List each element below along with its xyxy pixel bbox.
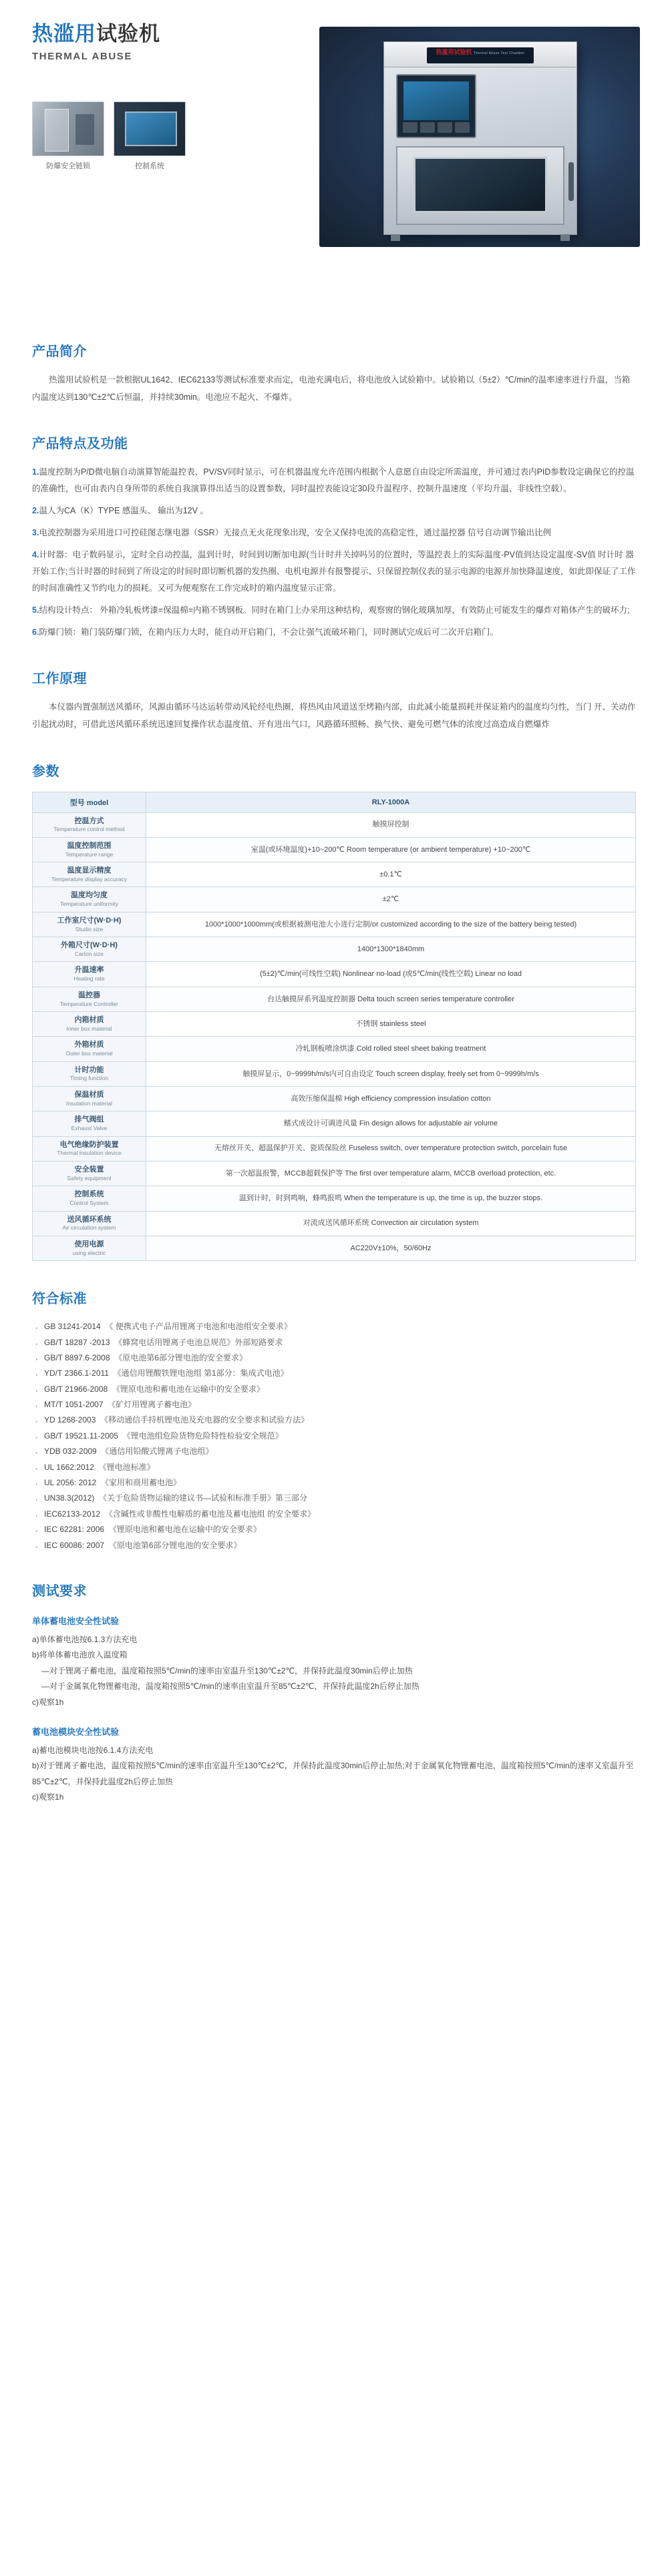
- table-row: [33, 1236, 636, 1260]
- table-cell-key-cn: 工作室尺寸(W·D·H): [57, 916, 122, 925]
- table-cell-key-cn: 计时功能: [74, 1065, 104, 1074]
- standard-desc: 《锂原电池和蓄电池在运输中的安全要求》: [112, 1384, 265, 1394]
- table-cell-key-en: Temperature Controller: [60, 1000, 118, 1007]
- table-cell-value: 冷轧钢板喷涂烘漆 Cold rolled steel sheet baking treatment: [146, 1037, 636, 1061]
- standard-code: GB/T 19521.11-2005: [44, 1431, 118, 1441]
- feature-item: [32, 602, 636, 619]
- standard-code: YD/T 2366.1-2011: [44, 1368, 109, 1378]
- table-cell-value: 触摸屏控制: [146, 812, 636, 837]
- table-cell-key-en: Carton size: [75, 950, 104, 957]
- standard-desc: 《关于危险货物运输的建议书—试验和标准手册》第三部分: [99, 1493, 308, 1503]
- table-cell-key-cn: 温度均匀度: [71, 891, 108, 900]
- table-cell-key-cn: 使用电源: [74, 1240, 104, 1248]
- standard-code: GB/T 8897.6-2008: [44, 1352, 110, 1362]
- table-cell-key: [33, 1012, 146, 1037]
- standard-desc: 《锂原电池和蓄电池在运输中的安全要求》: [108, 1525, 261, 1535]
- feature-text: 电流控制器为采用进口可控硅图志继电器（SSR）无接点无火花现象出现，安全又保持电流的高稳定性，通过温控器 信号自动调节输出比例: [39, 528, 552, 538]
- feature-number: 6.: [32, 627, 39, 637]
- table-row: [33, 937, 636, 962]
- table-cell-key: [33, 1061, 146, 1086]
- table-cell-value: ±2℃: [146, 887, 636, 912]
- standard-item: [32, 1335, 636, 1350]
- section-heading-features: 产品特点及功能: [32, 437, 128, 452]
- bottom-spacer: [32, 1806, 636, 1826]
- table-cell-key-en: Temperature uniformity: [60, 900, 118, 908]
- principle-paragraph: 本仪器内置强制送风循环，风源由循环马达运转带动风轮经电热圈，将热风由风道送至烤箱内部，由此减小能量损耗并保证箱内的温度均匀性，当门 开、关动作引起扰动时，可借此送风循环系统迅速回复操作状态温度值、开有进出气口，风路循环照畅、换气快、避免可燃气体的浓度过高造成自燃爆炸: [32, 702, 636, 729]
- standard-item: [32, 1350, 636, 1366]
- table-cell-key: [33, 1161, 146, 1186]
- table-header-value: RLY-1000A: [146, 792, 636, 812]
- table-cell-key-cn: 控制系统: [74, 1190, 104, 1199]
- table-cell-key: [33, 887, 146, 912]
- table-cell-value: 高效压缩保温棉 High efficiency compression insulation cotton: [146, 1086, 636, 1111]
- standard-desc: 《锂电池标准》: [98, 1462, 155, 1472]
- table-row: [33, 1037, 636, 1061]
- test-requirement-line: b)将单体蓄电池放入温度箱: [32, 1650, 128, 1660]
- table-cell-key-cn: 排气阀组: [74, 1115, 104, 1124]
- page-subtitle: THERMAL ABUSE: [32, 51, 132, 63]
- table-cell-key-cn: 电气绝缘防护装置: [59, 1140, 119, 1149]
- table-cell-key-en: Studio size: [75, 925, 104, 933]
- feature-text: 防爆门锁：箱门装防爆门锁，在箱内压力大时，能自动开启箱门，不会让强气流破坏箱门，同时测试完成后可二次开启箱门。: [39, 627, 498, 637]
- table-cell-value: (5±2)℃/min(可线性空载) Nonlinear no-load (或5℃/min(线性空载) Linear no load: [146, 962, 636, 987]
- table-cell-key: [33, 1136, 146, 1161]
- standard-desc: 《移动通信手持机锂电池及充电器的安全要求和试验方法》: [100, 1415, 309, 1425]
- features-list: [32, 464, 636, 641]
- specification-table-body: [33, 812, 636, 1261]
- standard-code: IEC62133-2012: [44, 1509, 101, 1519]
- table-cell-key: [33, 1086, 146, 1111]
- table-cell-value: 对流成送风循环系统 Convection air circulation system: [146, 1211, 636, 1236]
- feature-number: 5.: [32, 605, 39, 615]
- test-requirement-line: —对于锂离子蓄电池，温度箱按照5℃/min的速率由室温升至130℃±2℃，并保持此温度30min后停止加热: [41, 1665, 413, 1676]
- table-cell-key-cn: 送风循环系统: [67, 1215, 112, 1224]
- standard-code: UL 1662:2012: [44, 1462, 94, 1472]
- table-cell-key-cn: 内箱材质: [74, 1016, 104, 1024]
- standard-item: [32, 1382, 636, 1397]
- standard-code: GB/T 21966-2008: [44, 1384, 108, 1394]
- hero-section: [0, 0, 668, 314]
- table-cell-key-en: Outer box material: [65, 1050, 113, 1057]
- thumbnail-control-system[interactable]: [114, 101, 186, 171]
- page-title-accent: 热滥用: [32, 22, 96, 45]
- standard-desc: 《锂电池组危险货物危险特性检验安全规范》: [122, 1431, 283, 1441]
- feature-item: [32, 547, 636, 597]
- table-cell-key: [33, 962, 146, 987]
- test-group-title-cell: 单体蓄电池安全性试验: [32, 1615, 120, 1626]
- feature-text: 计时器：电子数码显示，定时全自动控温，温到计时，时间到切断加电源(当计时并关掉吗另的位置时，等温控表上的实际温度-PV值到达设定温度-SV值 时计时 器开始工作;当计时器的时间到了所设定的时间时即切断机器的发热圈、电机电源并有报警提示、只保留控制仪表的显示电源的电源并加快降温速度，如此即保证了工作的时间准确性又节约电力的损耗。又可为便观察在工作完成时的箱内温度显示正常。: [32, 550, 636, 593]
- standard-code: YD 1268-2003: [44, 1415, 96, 1425]
- section-heading-test: 测试要求: [32, 1583, 87, 1599]
- table-row: [33, 1136, 636, 1161]
- table-cell-key-en: Insulation material: [66, 1099, 112, 1107]
- standard-desc: 《含碱性或非酸性电解质的蓄电池及蓄电池组 的安全要求》: [104, 1509, 316, 1519]
- standard-desc: 《矿灯用锂离子蓄电池》: [108, 1400, 196, 1410]
- table-cell-value: 1400*1300*1840mm: [146, 937, 636, 962]
- table-cell-key-en: Thermal insulation device: [57, 1149, 122, 1157]
- standard-desc: 《 便携式电子产品用锂离子电池和电池组安全要求》: [105, 1322, 292, 1332]
- chamber-door-handle: [568, 162, 574, 201]
- table-row: [33, 862, 636, 887]
- chamber-door-window: [413, 157, 547, 213]
- standard-code: MT/T 1051-2007: [44, 1400, 104, 1410]
- standard-item: [32, 1475, 636, 1491]
- table-row: [33, 1211, 636, 1236]
- standard-code: IEC 60086: 2007: [44, 1540, 105, 1550]
- table-cell-key-cn: 控温方式: [74, 816, 104, 825]
- standard-desc: 《通信用铅酸式锂离子电池组》: [101, 1447, 214, 1457]
- table-row: [33, 812, 636, 837]
- standard-item: [32, 1429, 636, 1444]
- table-cell-key-cn: 温控器: [78, 991, 100, 999]
- chamber-brand-cn: 热滥用试验机: [436, 49, 472, 55]
- feature-number: 1.: [32, 467, 39, 477]
- standard-desc: 《通信用锂酸铁锂电池组 第1部分：集成式电池》: [113, 1368, 289, 1378]
- test-requirement-line: a)蓄电池模块电池按6.1.4方法充电: [32, 1745, 154, 1755]
- feature-text: 温度控制为P/D微电脑自动演算智能温控表，PV/SV同时显示，可在机器温度允许范围内根据个人意愿自由设定所需温度，并可通过表内PID参数设定确保它的控温的准确性，也可由表内自身所带的系统自我演算得出适当的设置参数，同时温控表能设定30段升温程序、控制升温速度（平均升温、非线性空载）。: [32, 467, 635, 494]
- feature-text: 温人为CA（K）TYPE 感温头、 输出为12V 。: [39, 506, 208, 516]
- table-cell-key: [33, 912, 146, 937]
- table-cell-key-cn: 安全装置: [74, 1165, 104, 1174]
- standard-desc: 《原电池第6部分锂电池的安全要求》: [108, 1540, 242, 1550]
- table-cell-key-cn: 保温材质: [74, 1090, 104, 1099]
- table-cell-value: 鳍式成设计可调进风量 Fin design allows for adjustable air volume: [146, 1111, 636, 1136]
- thumbnail-safety-lock[interactable]: [32, 101, 104, 171]
- table-cell-key: [33, 837, 146, 862]
- table-cell-value: AC220V±10%，50/60Hz: [146, 1236, 636, 1260]
- table-cell-key: [33, 1236, 146, 1260]
- section-heading-params: 参数: [32, 764, 59, 779]
- standard-desc: 《家用和商用蓄电池》: [100, 1478, 181, 1488]
- section-heading-principle: 工作原理: [32, 672, 87, 687]
- table-cell-key-cn: 升温速率: [74, 966, 104, 975]
- test-chamber-illustration: [383, 41, 577, 235]
- table-cell-value: 台达触摸屏系列温度控制器 Delta touch screen series temperature controller: [146, 987, 636, 1011]
- standard-code: UL 2056: 2012: [44, 1478, 97, 1488]
- chamber-brand-en: Thermal Abuse Test Chamber: [474, 51, 525, 55]
- table-cell-key: [33, 812, 146, 837]
- test-requirement-line: b)对于锂离子蓄电池，温度箱按照5℃/min的速率由室温升至130℃±2℃，并保持此温度30min后停止加热;对于金属氧化物锂蓄电池，温度箱按照5℃/min的速率又室温升至85℃±2℃，并保持此温度2h后停止加热: [32, 1761, 634, 1786]
- feature-number: 2.: [32, 506, 39, 516]
- table-row: [33, 987, 636, 1011]
- table-cell-key-en: using electric: [72, 1249, 106, 1256]
- thumbnail-safety-lock-image: [32, 101, 104, 156]
- table-cell-key: [33, 1111, 146, 1136]
- product-photo: [319, 27, 640, 247]
- table-cell-key-en: Control System: [69, 1200, 109, 1207]
- standard-code: GB 31241-2014: [44, 1322, 101, 1332]
- chamber-brand-plate: [427, 47, 534, 63]
- table-cell-key-en: Timing function: [69, 1075, 109, 1082]
- thumbnail-gallery: [32, 101, 186, 171]
- thumbnail-control-system-image: [114, 101, 186, 156]
- table-cell-key-en: Inner box material: [66, 1025, 112, 1032]
- table-cell-key-cn: 温度控制范围: [67, 841, 112, 850]
- table-cell-key: [33, 1211, 146, 1236]
- table-cell-value: 1000*1000*1000mm(或根据被测电池大小进行定制/or customized according to the size of the battery being tested): [146, 912, 636, 937]
- standard-item: [32, 1366, 636, 1381]
- table-cell-key: [33, 862, 146, 887]
- section-heading-intro: 产品简介: [32, 344, 87, 359]
- table-cell-key-en: Safety equipment: [67, 1174, 112, 1182]
- table-row: [33, 1061, 636, 1086]
- standards-list: [32, 1319, 636, 1553]
- table-cell-value: 室温(或环境温度)+10~200℃ Room temperature (or ambient temperature) +10~200℃: [146, 837, 636, 862]
- table-cell-key-en: Temperature display accuracy: [51, 875, 127, 882]
- table-cell-key-cn: 外箱尺寸(W·D·H): [61, 941, 118, 950]
- table-cell-key: [33, 987, 146, 1011]
- table-cell-key-cn: 外箱材质: [74, 1041, 104, 1049]
- thumbnail-safety-lock-caption: 防爆安全链锁: [46, 162, 90, 170]
- feature-item: [32, 464, 636, 497]
- table-row: [33, 962, 636, 987]
- standard-code: GB/T 18287 -2013: [44, 1337, 110, 1347]
- test-group-title-module: 蓄电池模块安全性试验: [32, 1726, 120, 1737]
- standard-item: [32, 1538, 636, 1553]
- table-cell-key-en: Heating rate: [73, 975, 105, 983]
- chamber-button-row: [403, 122, 470, 133]
- table-cell-key-en: Air circulation system: [62, 1224, 116, 1232]
- test-requirement-line: —对于金属氧化物锂蓄电池，温度箱按照5℃/min的速率由室温升至85℃±2℃，并保持此温度2h后停止加热: [41, 1682, 420, 1692]
- standard-item: [32, 1522, 636, 1537]
- table-cell-value: 第一次超温报警，MCCB超载保护等 The first over temperature alarm, MCCB overload protection, etc.: [146, 1161, 636, 1186]
- standard-desc: 《原电池第6部分锂电池的安全要求》: [114, 1352, 247, 1362]
- table-cell-value: 无熔丝开关、超温保护开关、瓷质保险丝 Fuseless switch, over temperature protection switch, porcelain fuse: [146, 1136, 636, 1161]
- standard-code: UN38.3(2012): [44, 1493, 95, 1503]
- table-row: [33, 887, 636, 912]
- table-header-model: 型号 model: [33, 792, 146, 812]
- table-header-row: [33, 792, 636, 812]
- table-cell-key: [33, 937, 146, 962]
- table-cell-key-en: Exhaust Valve: [71, 1125, 108, 1132]
- standard-item: [32, 1460, 636, 1475]
- section-heading-standards: 符合标准: [32, 1292, 87, 1307]
- table-row: [33, 1186, 636, 1211]
- table-cell-key-en: Temperature range: [65, 850, 114, 858]
- feature-number: 4.: [32, 550, 39, 560]
- intro-paragraph: 热滥用试验机是一款根据UL1642、IEC62133等测试标准要求而定，电池充满电后，将电池放入试验箱中。试验箱以（5±2）℃/min的温率速率进行升温，当箱内温度达到130℃±2℃后恒温，并持续30min。电池应不起火、不爆炸。: [32, 375, 631, 402]
- thumbnail-control-system-caption: 控制系统: [135, 162, 164, 170]
- table-cell-key: [33, 1186, 146, 1211]
- standard-item: [32, 1412, 636, 1428]
- standard-item: [32, 1507, 636, 1522]
- feature-item: [32, 503, 636, 519]
- table-row: [33, 912, 636, 937]
- chamber-touch-screen: [403, 81, 470, 121]
- specification-table-head: [33, 792, 636, 812]
- table-row: [33, 1012, 636, 1037]
- specification-table: [32, 792, 636, 1262]
- feature-item: [32, 525, 636, 541]
- chamber-feet: [391, 234, 570, 241]
- page-title-rest: 试验机: [96, 22, 160, 45]
- chamber-control-panel: [396, 74, 476, 138]
- test-requirement-line: c)观察1h: [32, 1697, 64, 1707]
- table-row: [33, 1111, 636, 1136]
- table-row: [33, 1161, 636, 1186]
- table-row: [33, 1086, 636, 1111]
- chamber-door: [396, 146, 564, 225]
- standard-item: [32, 1397, 636, 1412]
- table-cell-value: ±0.1℃: [146, 862, 636, 887]
- feature-text: 结构设计特点： 外箱冷轧板烤漆=保温棉=内箱不锈钢板。同时在箱门上办采用这种结构，观察窗的钢化玻璃加厚，有效防止可能发生的爆炸对箱体产生的破坏力;: [39, 605, 630, 615]
- standard-item: [32, 1491, 636, 1506]
- test-requirement-line: a)单体蓄电池按6.1.3方法充电: [32, 1634, 138, 1644]
- test-requirement-line: c)观察1h: [32, 1792, 64, 1802]
- standard-code: IEC 62281: 2006: [44, 1525, 105, 1535]
- table-cell-key-en: Temperature control method: [53, 826, 125, 833]
- standard-item: [32, 1319, 636, 1334]
- standard-item: [32, 1444, 636, 1459]
- table-cell-key-cn: 温度显示精度: [67, 866, 112, 875]
- table-row: [33, 837, 636, 862]
- table-cell-value: 触摸屏显示，0~9999h/m/s内可自由设定 Touch screen display, freely set from 0~9999h/m/s: [146, 1061, 636, 1086]
- feature-number: 3.: [32, 528, 39, 538]
- table-cell-key: [33, 1037, 146, 1061]
- feature-item: [32, 624, 636, 641]
- table-cell-value: 不锈钢 stainless steel: [146, 1012, 636, 1037]
- table-cell-value: 温到计时，时到鸣响，蜂鸣报鸣 When the temperature is up, the time is up, the buzzer stops.: [146, 1186, 636, 1211]
- standard-desc: 《蜂窝电话用锂离子电池总规范》外部短路要求: [114, 1337, 283, 1347]
- standard-code: YDB 032-2009: [44, 1447, 97, 1457]
